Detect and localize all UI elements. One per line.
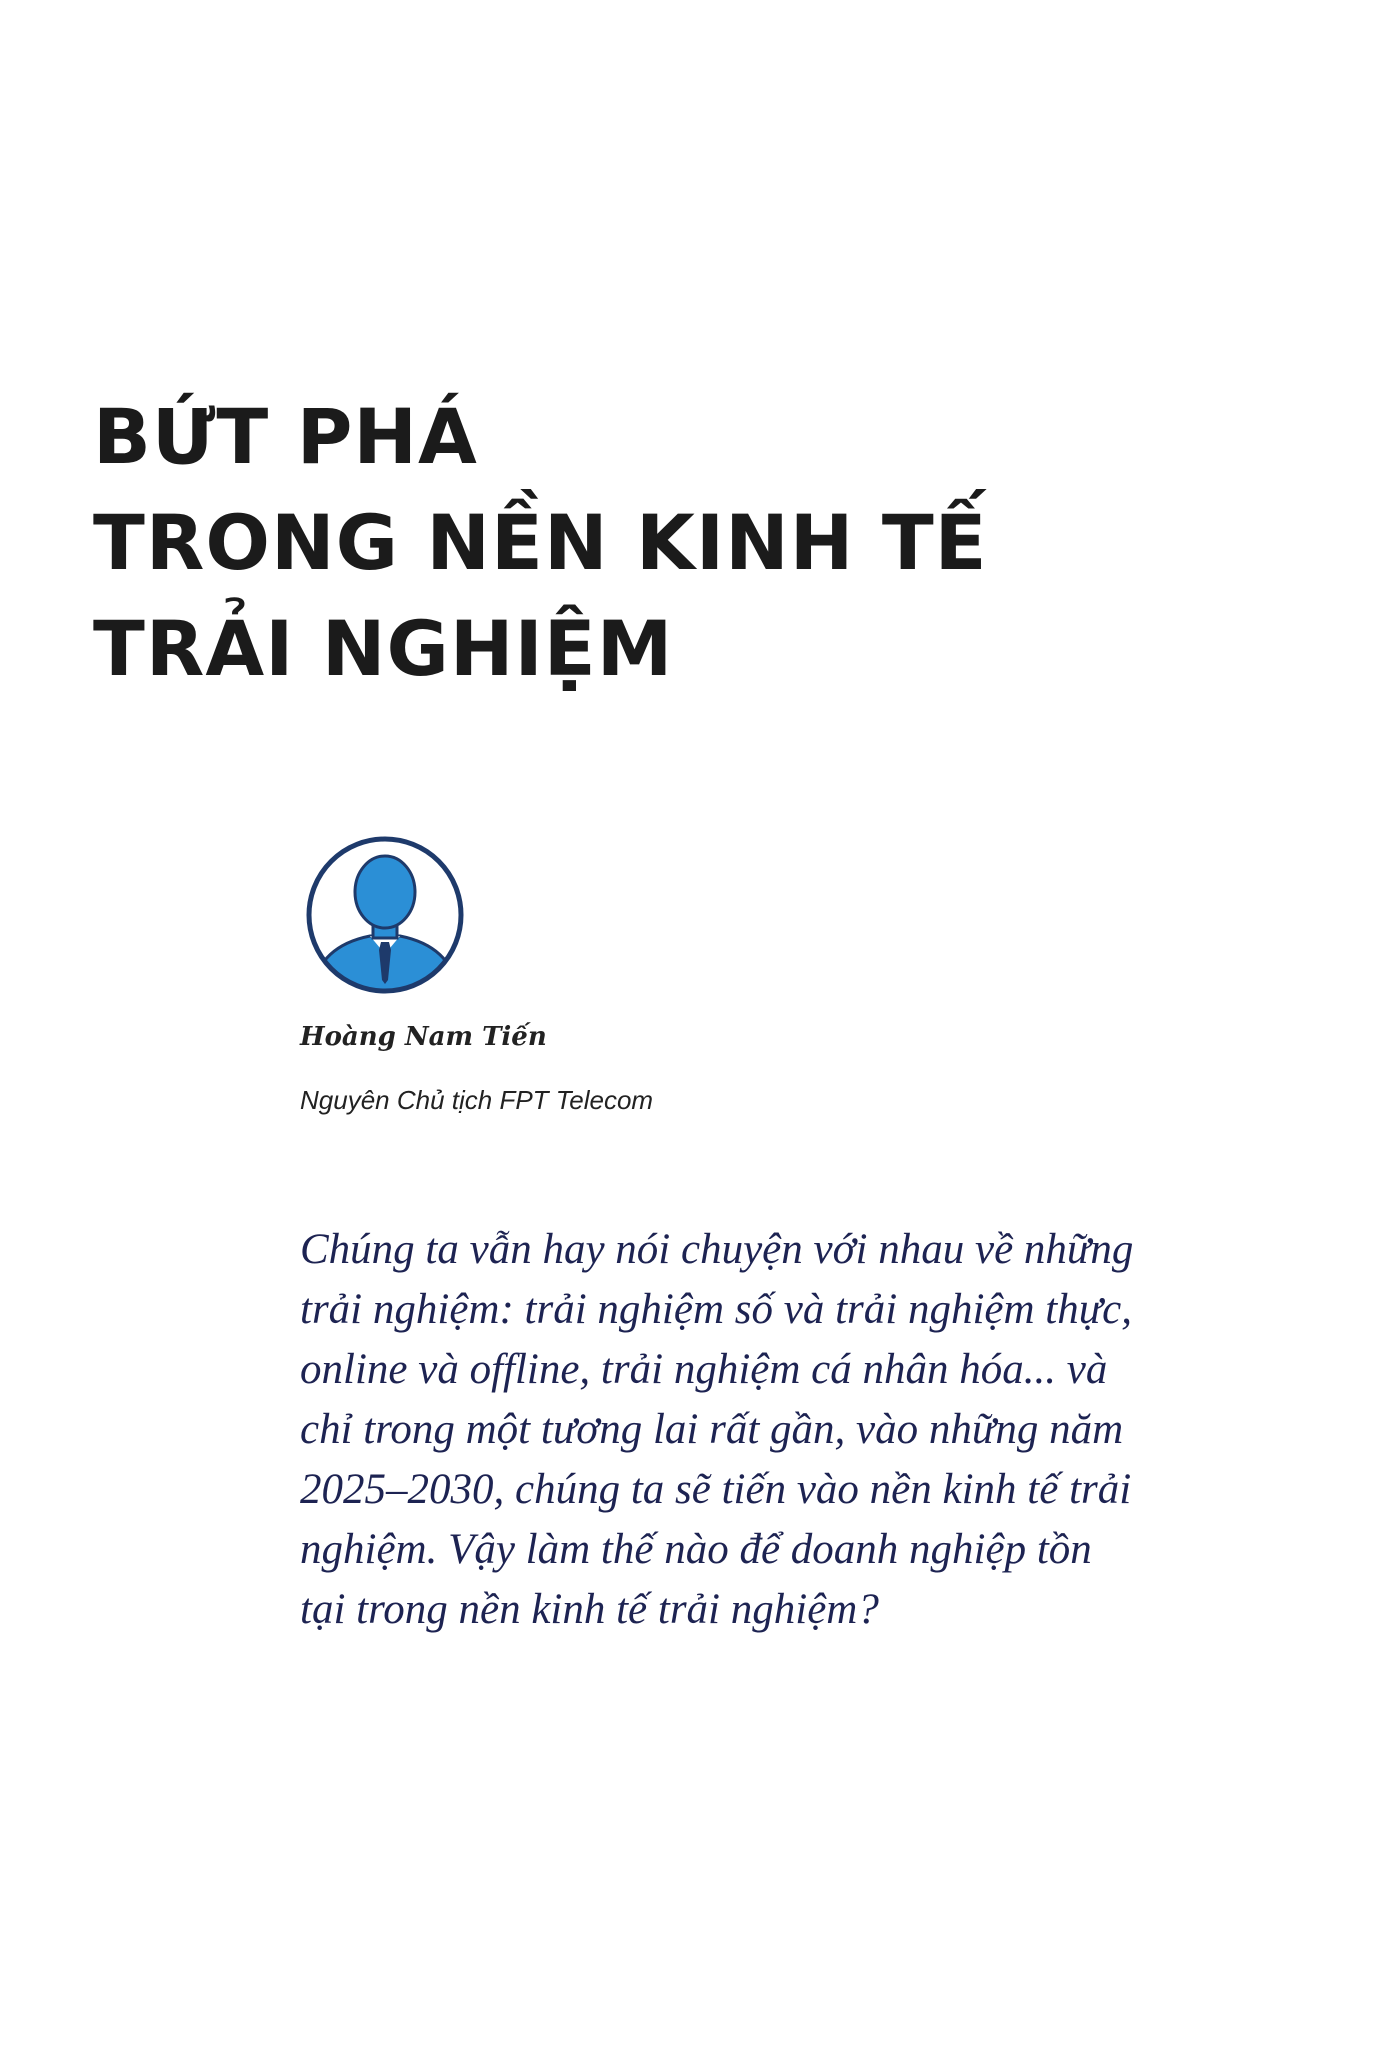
intro-line: Chúng ta vẫn hay nói chuyện với nhau về những [300, 1226, 1134, 1273]
author-role: Nguyên Chủ tịch FPT Telecom [300, 1085, 654, 1115]
intro-line: 2025–2030, chúng ta sẽ tiến vào nền kinh tế trải [300, 1466, 1132, 1513]
chapter-title-line-3: TRẢI NGHIỆM [93, 604, 674, 693]
intro-line: nghiệm. Vậy làm thế nào để doanh nghiệp tồn [300, 1526, 1092, 1573]
intro-line: online và offline, trải nghiệm cá nhân hóa... và [300, 1346, 1108, 1393]
author-name: Hoàng Nam Tiến [300, 1022, 547, 1052]
intro-line: tại trong nền kinh tế trải nghiệm? [300, 1586, 879, 1633]
chapter-title-line-1: BỨT PHÁ [93, 392, 478, 481]
chapter-title-line-2: TRONG NỀN KINH TẾ [93, 498, 988, 587]
chapter-title [93, 384, 988, 702]
intro-line: chỉ trong một tương lai rất gần, vào những năm [300, 1406, 1124, 1453]
person-avatar-icon [300, 830, 470, 1000]
intro-paragraph [300, 1220, 1300, 1640]
intro-line: trải nghiệm: trải nghiệm số và trải nghiệm thực, [300, 1286, 1133, 1333]
